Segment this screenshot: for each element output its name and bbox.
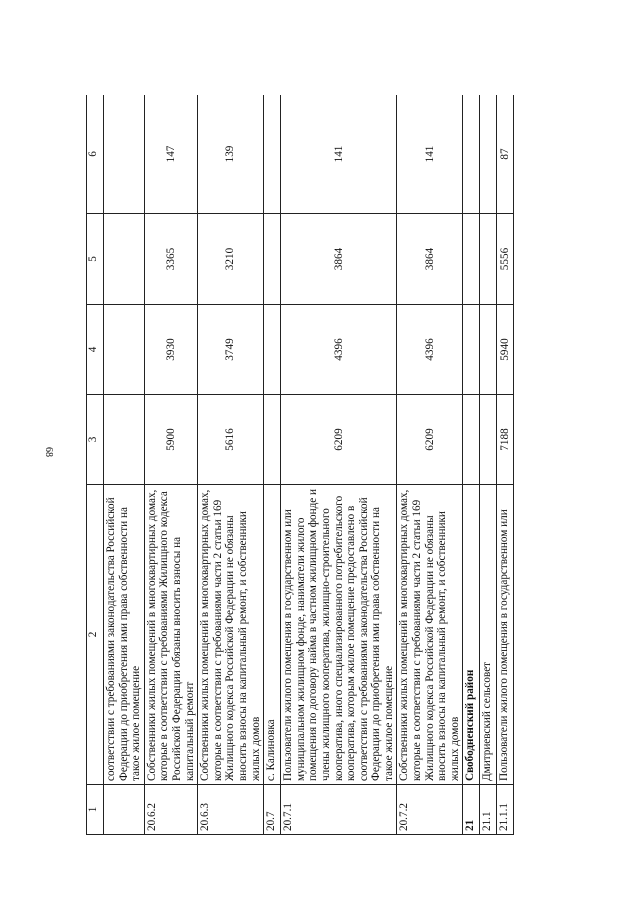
table-row xyxy=(397,95,463,835)
row-value-col3: 7188 xyxy=(497,395,514,485)
table-row xyxy=(497,95,514,835)
column-header-2: 2 xyxy=(87,485,104,785)
table-row xyxy=(281,95,397,835)
row-description: соответствии с требованиями законодательства Российской Федерации до приобретения ими права собственности на такое жилое помещение xyxy=(104,485,145,785)
row-value-col5: 3365 xyxy=(144,214,197,305)
row-description: Собственники жилых помещений в многоквартирных домах, которые в соответствии с требованиями Жилищного кодекса Российской Федерации обязаны вносить взносы на капитальный ремонт xyxy=(144,485,197,785)
row-value-col3 xyxy=(264,395,281,485)
row-value-col3: 5616 xyxy=(198,395,264,485)
row-value-col3 xyxy=(480,395,497,485)
row-description: Собственники жилых помещений в многоквартирных домах, которые в соответствии с требованиями части 2 статьи 169 Жилищного кодекса Российской Федерации не обязаны вносить взносы на капитальный ремонт, и собственники жилых домов xyxy=(198,485,264,785)
tariff-table xyxy=(86,95,514,835)
row-value-col5 xyxy=(104,214,145,305)
row-value-col6 xyxy=(463,95,480,214)
row-description: Дмитриевский сельсовет xyxy=(480,485,497,785)
row-description: Пользователи жилого помещения в государственном или муниципальном жилищном фонде, наниматели жилого помещения по договору найма в частном жилищном фонде и члены жилищного кооператива, жилищно-строительного кооператива, иного специализированного потребительского кооператива, которым жилое помещение предоставлено в соответствии с требованиями законодательства Российской Федерации до приобретения ими права собственности на такое жилое помещение xyxy=(281,485,397,785)
row-value-col5 xyxy=(480,214,497,305)
table-row xyxy=(198,95,264,835)
row-value-col6: 147 xyxy=(144,95,197,214)
row-value-col4: 3930 xyxy=(144,305,197,395)
column-header-5: 5 xyxy=(87,214,104,305)
row-code xyxy=(104,785,145,835)
row-description: с. Калиновка xyxy=(264,485,281,785)
row-value-col3 xyxy=(104,395,145,485)
row-value-col3: 6209 xyxy=(281,395,397,485)
row-value-col4: 5940 xyxy=(497,305,514,395)
row-code: 20.6.3 xyxy=(198,785,264,835)
row-value-col4: 4396 xyxy=(397,305,463,395)
row-value-col6 xyxy=(104,95,145,214)
table-header-row xyxy=(87,95,104,835)
document-table-area xyxy=(86,95,563,835)
row-value-col5: 3864 xyxy=(281,214,397,305)
row-description: Собственники жилых помещений в многоквартирных домах, которые в соответствии с требованиями части 2 статьи 169 Жилищного кодекса Российской Федерации не обязаны вносить взносы на капитальный ремонт, и собственники жилых домов xyxy=(397,485,463,785)
row-value-col4: 3749 xyxy=(198,305,264,395)
row-value-col4 xyxy=(104,305,145,395)
column-header-1: 1 xyxy=(87,785,104,835)
row-value-col3 xyxy=(463,395,480,485)
row-code: 20.6.2 xyxy=(144,785,197,835)
row-code: 20.7.1 xyxy=(281,785,397,835)
table-row xyxy=(104,95,145,835)
row-value-col5 xyxy=(264,214,281,305)
row-code: 20.7 xyxy=(264,785,281,835)
row-value-col6: 87 xyxy=(497,95,514,214)
table-row-region xyxy=(463,95,480,835)
rotated-page-content xyxy=(86,95,563,835)
table-row xyxy=(264,95,281,835)
column-header-4: 4 xyxy=(87,305,104,395)
page-number: 68 xyxy=(43,447,54,457)
row-value-col5 xyxy=(463,214,480,305)
row-value-col4 xyxy=(264,305,281,395)
row-description: Свободненский район xyxy=(463,485,480,785)
row-value-col5: 3210 xyxy=(198,214,264,305)
row-value-col6: 139 xyxy=(198,95,264,214)
column-header-3: 3 xyxy=(87,395,104,485)
row-value-col6: 141 xyxy=(397,95,463,214)
row-value-col3: 5900 xyxy=(144,395,197,485)
row-value-col6: 141 xyxy=(281,95,397,214)
row-value-col5: 3864 xyxy=(397,214,463,305)
row-value-col4: 4396 xyxy=(281,305,397,395)
row-value-col4 xyxy=(463,305,480,395)
row-description: Пользователи жилого помещения в государственном или xyxy=(497,485,514,785)
row-code: 21 xyxy=(463,785,480,835)
table-row xyxy=(144,95,197,835)
row-code: 21.1 xyxy=(480,785,497,835)
row-code: 21.1.1 xyxy=(497,785,514,835)
row-value-col5: 5556 xyxy=(497,214,514,305)
row-code: 20.7.2 xyxy=(397,785,463,835)
column-header-6: 6 xyxy=(87,95,104,214)
row-value-col6 xyxy=(264,95,281,214)
row-value-col6 xyxy=(480,95,497,214)
row-value-col3: 6209 xyxy=(397,395,463,485)
row-value-col4 xyxy=(480,305,497,395)
table-row xyxy=(480,95,497,835)
